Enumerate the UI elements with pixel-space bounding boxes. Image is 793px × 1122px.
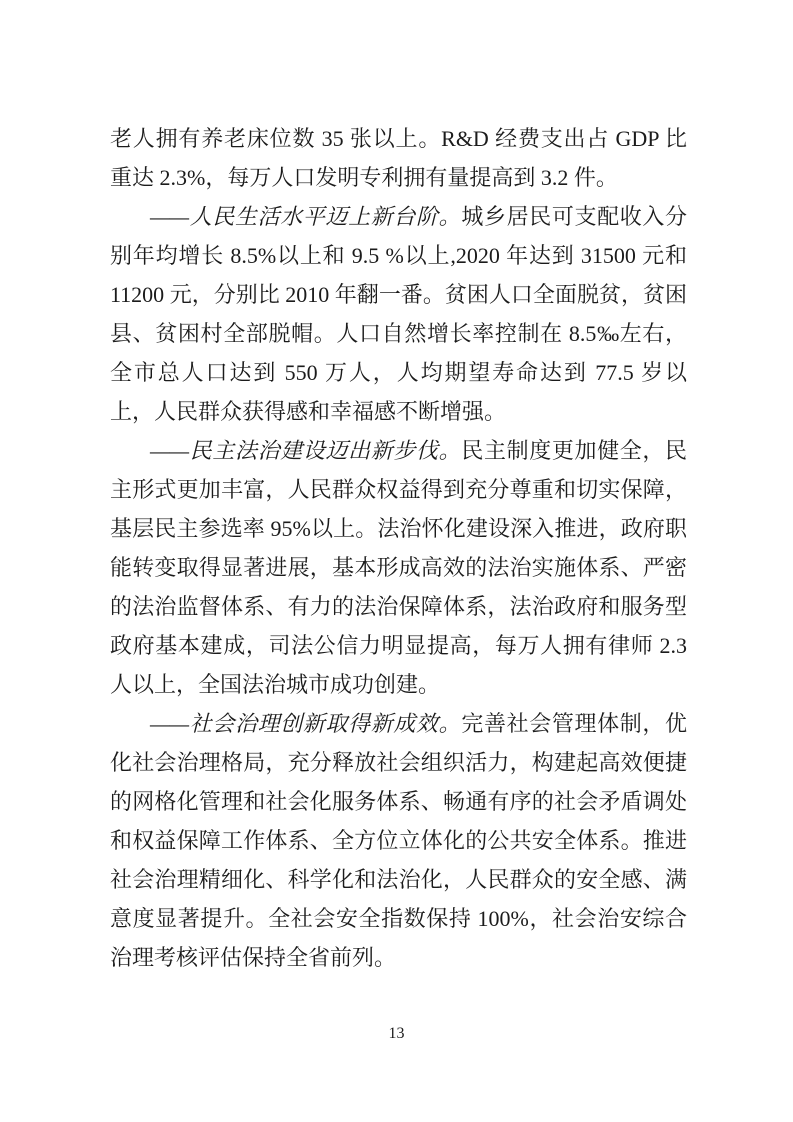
paragraph-continuation bbox=[110, 119, 687, 197]
paragraph-text: 完善社会管理体制，优化社会治理格局，充分释放社会组织活力，构建起高效便捷的网格化管理和社会化服务体系、畅通有序的社会矛盾调处和权益保障工作体系、全方位立体化的公共安全体系。推进社会治理精细化、科学化和法治化，人民群众的安全感、满意度显著提升。全社会安全指数保持 100%，社会治安综合治理考核评估保持全省前列。 bbox=[110, 711, 687, 970]
paragraph-text: 民主制度更加健全，民主形式更加丰富，人民群众权益得到充分尊重和切实保障，基层民主参选率 95%以上。法治怀化建设深入推进，政府职能转变取得显著进展，基本形成高效的法治实施体系、严密的法治监督体系、有力的法治保障体系，法治政府和服务型政府基本建成，司法公信力明显提高，每万人拥有律师 2.3 人以上，全国法治城市成功创建。 bbox=[110, 438, 687, 697]
paragraph-text: 老人拥有养老床位数 35 张以上。R&D 经费支出占 GDP 比重达 2.3%，每万人口发明专利拥有量提高到 3.2 件。 bbox=[110, 126, 687, 190]
page-body bbox=[110, 119, 687, 977]
paragraph-text: 城乡居民可支配收入分别年均增长 8.5%以上和 9.5 %以上,2020 年达到 31500 元和 11200 元，分别比 2010 年翻一番。贫困人口全面脱贫，贫困县、贫困村全部脱帽。人口自然增长率控制在 8.5‰左右，全市总人口达到 550 万人，人均期望寿命达到 77.5 岁以上，人民群众获得感和幸福感不断增强。 bbox=[110, 204, 687, 424]
paragraph-lead-emphasis: ——民主法治建设迈出新步伐。 bbox=[150, 438, 462, 463]
paragraph-lead-emphasis: ——人民生活水平迈上新台阶。 bbox=[150, 204, 462, 229]
paragraph-social-governance bbox=[110, 704, 687, 977]
paragraph-lead-emphasis: ——社会治理创新取得新成效。 bbox=[150, 711, 462, 736]
page-number: 13 bbox=[388, 1025, 405, 1042]
paragraph-democracy-rule-of-law bbox=[110, 431, 687, 704]
paragraph-living-standards bbox=[110, 197, 687, 431]
